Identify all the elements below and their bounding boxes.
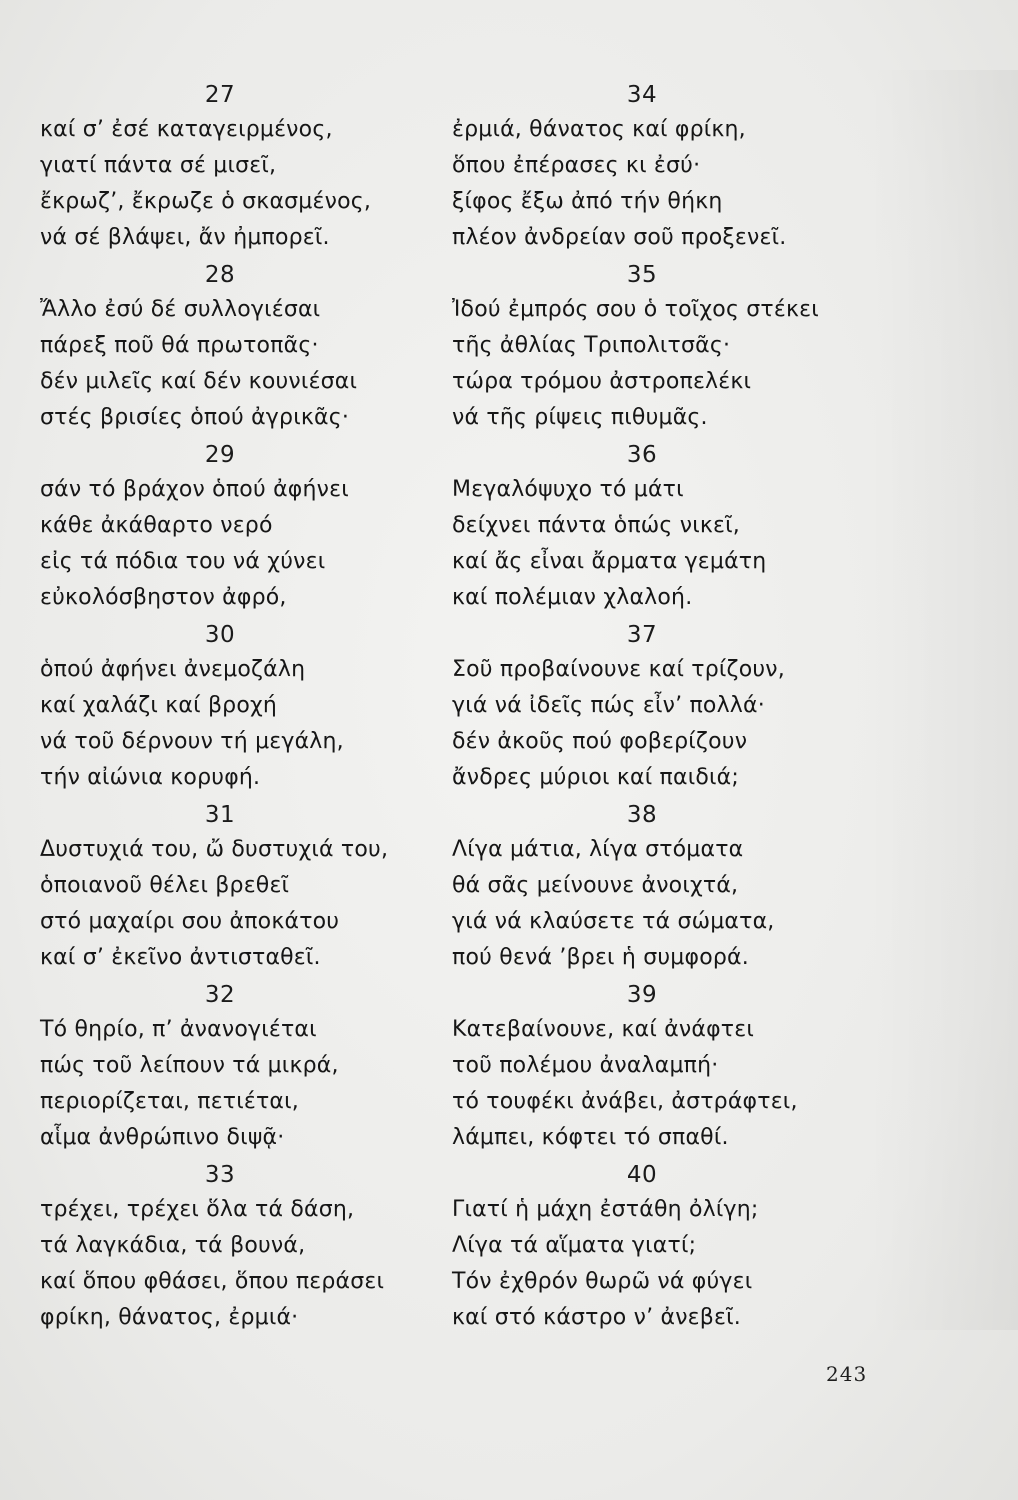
stanza [452,618,872,798]
verse-line: τά λαγκάδια, τά βουνά, [40,1233,306,1258]
verse-line: γιά νά ἰδεῖς πώς εἶν’ πολλά· [452,693,765,718]
stanza [452,798,872,978]
verse-line: Ἄλλο ἐσύ δέ συλλογιέσαι [40,297,321,322]
verse-line: τήν αἰώνια κορυφή. [40,765,261,790]
verse-line: πού θενά ’βρει ἡ συμφορά. [452,945,749,970]
verse-line: φρίκη, θάνατος, ἐρμιά· [40,1305,299,1330]
verse-line: θά σᾶς μείνουνε ἀνοιχτά, [452,873,739,898]
stanza [452,1158,872,1338]
stanza-number: 38 [626,802,658,828]
stanza [40,978,460,1158]
verse-line: περιορίζεται, πετιέται, [40,1089,299,1114]
stanza-number: 30 [204,622,236,648]
stanza [40,1158,460,1338]
stanza-number: 33 [204,1162,236,1188]
show-through-shadow [868,70,1018,1330]
stanza [452,978,872,1158]
verse-line: πάρεξ ποῦ θά πρωτοπᾶς· [40,333,319,358]
stanza-number: 27 [204,82,236,108]
verse-line: εἰς τά πόδια του νά χύνει [40,549,326,574]
verse-line: νά τῆς ρίψεις πιθυμᾶς. [452,405,708,430]
stanza-number: 32 [204,982,236,1008]
verse-line: αἷμα ἀνθρώπινο διψᾷ· [40,1125,285,1150]
verse-line: στές βρισίες ὁπού ἀγρικᾶς· [40,405,350,430]
verse-line: δείχνει πάντα ὁπώς νικεῖ, [452,513,740,538]
verse-line: εὐκολόσβηστον ἀφρό, [40,585,287,610]
stanza-number: 40 [626,1162,658,1188]
verse-line: Ἰδού ἐμπρός σου ὁ τοῖχος στέκει [452,297,819,322]
stanza-number: 31 [204,802,236,828]
verse-line: Τόν ἐχθρόν θωρῶ νά φύγει [452,1269,753,1294]
page-number: 243 [826,1362,868,1386]
verse-line: τό τουφέκι ἀνάβει, ἀστράφτει, [452,1089,798,1114]
verse-line: Σοῦ προβαίνουνε καί τρίζουν, [452,657,785,682]
stanza-number: 29 [204,442,236,468]
verse-line: πώς τοῦ λείπουν τά μικρά, [40,1053,339,1078]
verse-line: πλέον ἀνδρείαν σοῦ προξενεῖ. [452,225,787,250]
verse-line: ἔκρωζ’, ἔκρωζε ὁ σκασμένος, [40,189,372,214]
verse-line: καί σ’ ἐσέ καταγειρμένος, [40,117,333,142]
stanza [40,258,460,438]
verse-line: καί ὅπου φθάσει, ὅπου περάσει [40,1269,385,1294]
verse-line: Μεγαλόψυχο τό μάτι [452,477,684,502]
verse-line: Λίγα μάτια, λίγα στόματα [452,837,744,862]
stanza [452,438,872,618]
verse-line: Τό θηρίο, π’ ἀνανογιέται [40,1017,317,1042]
verse-line: λάμπει, κόφτει τό σπαθί. [452,1125,729,1150]
stanza [40,618,460,798]
verse-line: ξίφος ἔξω ἀπό τήν θήκη [452,189,723,214]
verse-line: δέν μιλεῖς καί δέν κουνιέσαι [40,369,358,394]
verse-line: τρέχει, τρέχει ὅλα τά δάση, [40,1197,355,1222]
verse-line: τώρα τρόμου ἀστροπελέκι [452,369,752,394]
stanza [40,78,460,258]
stanza [40,438,460,618]
verse-line: τοῦ πολέμου ἀναλαμπή· [452,1053,719,1078]
stanza [452,258,872,438]
verse-line: σάν τό βράχον ὁπού ἀφήνει [40,477,349,502]
stanza-number: 28 [204,262,236,288]
right-column [452,78,872,1338]
verse-line: ἄνδρες μύριοι καί παιδιά; [452,765,739,790]
stanza-number: 39 [626,982,658,1008]
verse-line: στό μαχαίρι σου ἀποκάτου [40,909,340,934]
verse-line: καί πολέμιαν χλαλοή. [452,585,693,610]
stanza [40,798,460,978]
verse-line: Δυστυχιά του, ὤ δυστυχιά του, [40,837,389,862]
verse-line: Γιατί ἡ μάχη ἐστάθη ὀλίγη; [452,1197,759,1222]
verse-line: γιά νά κλαύσετε τά σώματα, [452,909,775,934]
verse-line: καί ἄς εἶναι ἄρματα γεμάτη [452,549,767,574]
verse-line: Κατεβαίνουνε, καί ἀνάφτει [452,1017,754,1042]
verse-line: καί χαλάζι καί βροχή [40,693,278,718]
verse-line: ἐρμιά, θάνατος καί φρίκη, [452,117,746,142]
verse-line: νά τοῦ δέρνουν τή μεγάλη, [40,729,344,754]
verse-line: ὅπου ἐπέρασες κι ἐσύ· [452,153,701,178]
verse-line: καί σ’ ἐκεῖνο ἀντισταθεῖ. [40,945,321,970]
left-column [40,78,460,1338]
stanza-number: 34 [626,82,658,108]
stanza-number: 37 [626,622,658,648]
verse-line: δέν ἀκοῦς πού φοβερίζουν [452,729,748,754]
verse-line: τῆς ἀθλίας Τριπολιτσᾶς· [452,333,731,358]
verse-line: κάθε ἀκάθαρτο νερό [40,513,273,538]
stanza-number: 36 [626,442,658,468]
verse-line: νά σέ βλάψει, ἄν ἠμπορεῖ. [40,225,330,250]
verse-line: καί στό κάστρο ν’ ἀνεβεῖ. [452,1305,741,1330]
verse-line: γιατί πάντα σέ μισεῖ, [40,153,277,178]
stanza-number: 35 [626,262,658,288]
verse-line: Λίγα τά αἵματα γιατί; [452,1233,697,1258]
verse-line: ὁπού ἀφήνει ἀνεμοζάλη [40,657,306,682]
stanza [452,78,872,258]
verse-line: ὁποιανοῦ θέλει βρεθεῖ [40,873,290,898]
